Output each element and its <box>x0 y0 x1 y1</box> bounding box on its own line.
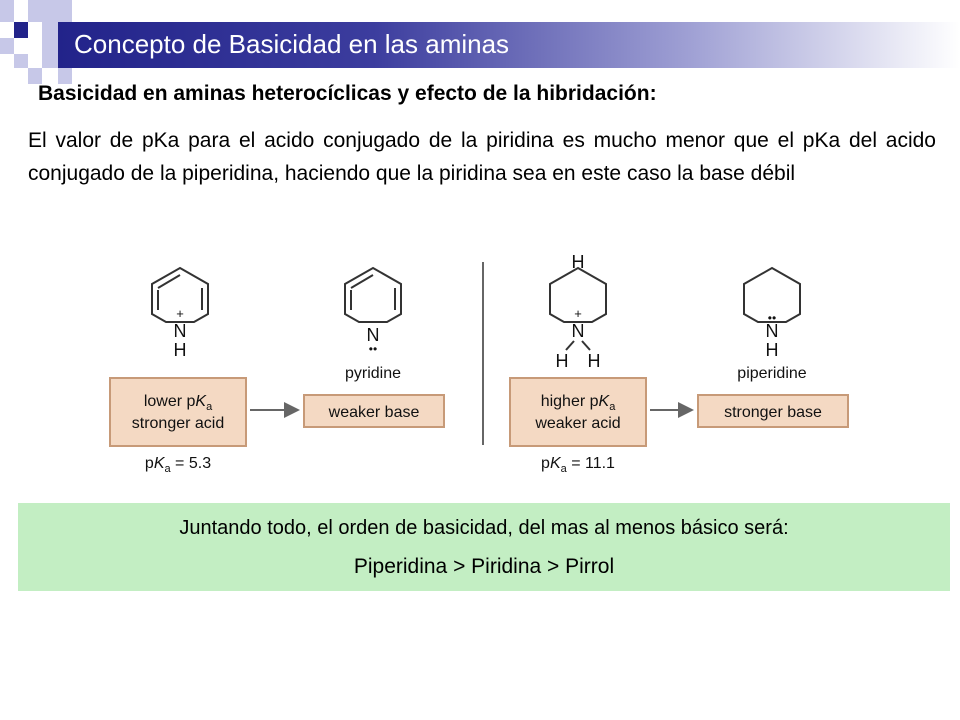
right-acid-line1: higher $pK_a$ <box>540 393 616 413</box>
piperidinium-h-top: H <box>571 252 585 272</box>
right-pka-label: $pK_a = 11.1$ <box>541 455 615 475</box>
pyridinium-h: H <box>173 340 187 360</box>
piperidine-lone-pair: •• <box>767 311 777 325</box>
left-pka-label: $pK_a = 5.3$ <box>144 455 212 475</box>
deco-square-light <box>14 54 28 68</box>
pyridine-lone-pair: •• <box>368 342 378 356</box>
left-acid-line2: stronger acid <box>131 415 225 432</box>
deco-square-light <box>28 0 42 22</box>
piperidinium-bond-right <box>582 341 590 350</box>
pyridinium-n: N <box>173 321 187 341</box>
deco-square-light <box>58 0 72 22</box>
pyridinium-plus: + <box>176 306 184 321</box>
pyridine-n: N <box>366 325 380 345</box>
conclusion-box <box>18 503 950 591</box>
piperidinium-n: N <box>571 321 585 341</box>
deco-square-light <box>0 0 14 22</box>
right-base-label: stronger base <box>724 404 822 421</box>
pyridine-name: pyridine <box>344 365 402 382</box>
conclusion-line1: Juntando todo, el orden de basicidad, del mas al menos básico será: <box>179 517 789 539</box>
piperidinium-bond-left <box>566 341 574 350</box>
piperidinium-plus: + <box>574 306 582 321</box>
piperidine-n: N <box>765 321 779 341</box>
piperidinium-h-right: H <box>587 351 601 371</box>
right-acid-line2: weaker acid <box>535 415 621 432</box>
piperidinium-h-left: H <box>555 351 569 371</box>
deco-square-light <box>0 38 14 54</box>
body-paragraph: El valor de pKa para el acido conjugado de la piridina es mucho menor que el pKa del acido conjugado de la piperidina, haciendo que la piridina sea en este caso la base débil <box>28 129 936 185</box>
deco-square-light <box>42 0 58 68</box>
pyridine-structure <box>345 268 401 322</box>
right-acid-box <box>510 378 646 446</box>
piperidine-h: H <box>765 340 779 360</box>
conclusion-line2: Piperidina > Piridina > Pirrol <box>353 555 615 578</box>
left-acid-box <box>110 378 246 446</box>
left-acid-line1: lower $pK_a$ <box>143 393 213 413</box>
slide-title: Concepto de Basicidad en las aminas <box>74 29 510 59</box>
piperidine-name: piperidine <box>737 365 807 382</box>
deco-square-dark <box>14 22 28 38</box>
basicity-figure <box>100 250 860 480</box>
slide-subtitle: Basicidad en aminas heterocíclicas y efecto de la hibridación: <box>38 82 657 105</box>
left-base-label: weaker base <box>328 404 420 421</box>
